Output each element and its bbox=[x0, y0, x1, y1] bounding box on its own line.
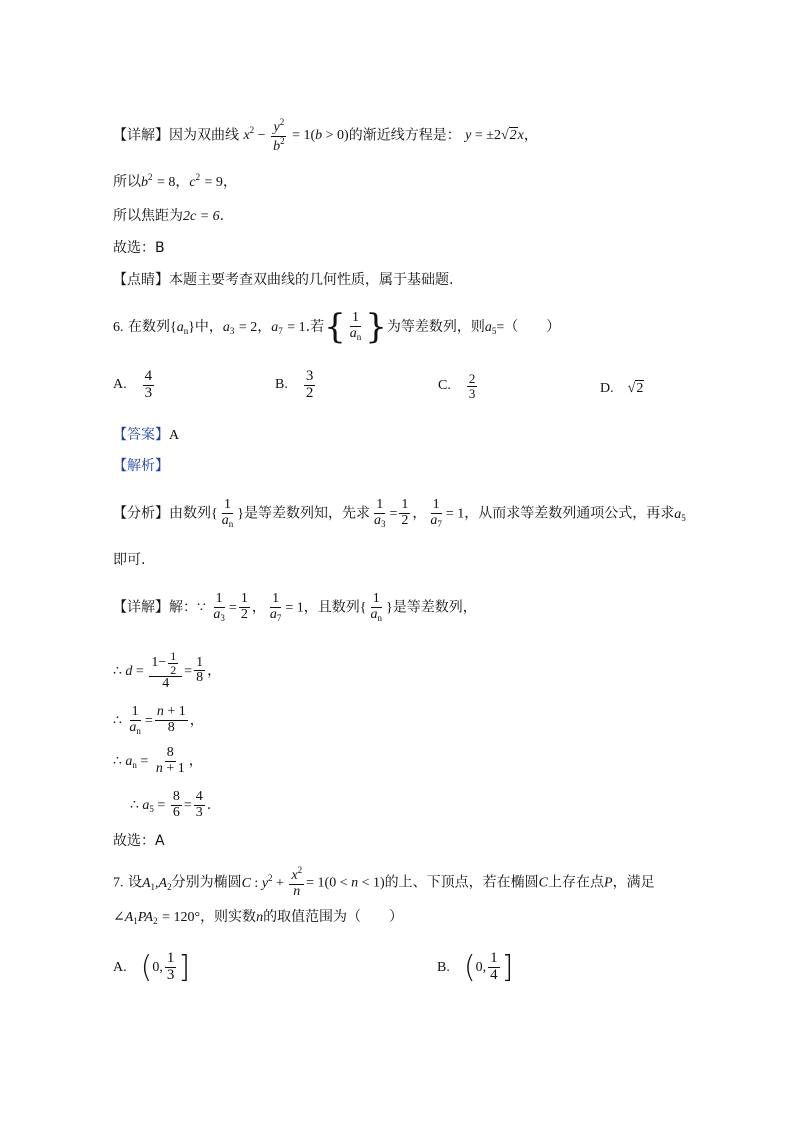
step-a5-end: . bbox=[206, 797, 212, 814]
choose-b: 故选：B bbox=[113, 240, 165, 256]
option-den: 3 bbox=[144, 384, 153, 401]
q6-text5: =（ ） bbox=[496, 320, 561, 335]
q7-text2: 分别为椭圆 bbox=[171, 874, 242, 891]
interval-left: 0, bbox=[475, 959, 487, 975]
q7-text3: 的上、下顶点，若在椭圆 bbox=[384, 874, 539, 891]
q7-text7: 的取值范围为（ ） bbox=[263, 909, 404, 925]
answer-tag: 【答案】 bbox=[113, 427, 169, 443]
answer-line bbox=[113, 428, 179, 443]
hyperbola-equation: $x^2$ − $\frac{y^2}{b^2}$ = 1(b > 0) bbox=[243, 117, 349, 154]
analysis-text3: ， bbox=[412, 505, 427, 522]
q7-text5: ，满足 bbox=[612, 874, 655, 891]
asymptote-equation: y = ±2√2x bbox=[465, 128, 524, 144]
choose-a: 故选：A bbox=[113, 833, 165, 849]
analysis-line: 【分析】由数列{ $\frac{1}{a_n}$ }是等差数列知，先求 $\frac{1}{a_3}$ = $\frac{1}{2}$ ， $\frac{1}{a_7}$ = 1，从而求等差数列通项公式，再求$a_5$ bbox=[113, 497, 686, 529]
focal-end: . bbox=[219, 208, 225, 224]
b-c-sep: ， bbox=[175, 174, 190, 190]
q6-option-a bbox=[113, 369, 156, 402]
c-value: = 9 bbox=[204, 175, 223, 190]
detail2-text3: ，且数列 bbox=[303, 599, 360, 616]
step-d-end: ， bbox=[207, 662, 222, 679]
focal-equation: 2c = 6 bbox=[183, 209, 220, 224]
question-7-line2: $\angle A_1PA_2 = 120^\circ$，则实数n的取值范围为（ ） bbox=[113, 909, 404, 926]
q6-option-d bbox=[600, 380, 644, 397]
detail2-text4: 是等差数列， bbox=[392, 599, 477, 616]
b-c-end: ， bbox=[222, 174, 237, 190]
analysis-subtag: 【分析】 bbox=[113, 505, 169, 522]
q6-a7: = 1 bbox=[287, 320, 306, 335]
comment-text: 本题主要考查双曲线的几何性质，属于基础题. bbox=[169, 272, 454, 288]
q7-text6: ，则实数 bbox=[200, 909, 257, 925]
interval-left: 0, bbox=[152, 959, 163, 975]
option-label: A. bbox=[113, 959, 127, 975]
q6-text2: 中， bbox=[194, 319, 223, 335]
option-label: B. bbox=[437, 959, 450, 975]
q6-sep: ， bbox=[257, 319, 272, 335]
option-den: 3 bbox=[166, 967, 175, 983]
step-an: ∴ $a_n$ = $\frac{8}{n + 1}$ ， bbox=[113, 745, 203, 776]
q7-number: 7. bbox=[113, 875, 124, 891]
detail1-text1: 因为双曲线 bbox=[169, 127, 239, 144]
detail2-text2: ， bbox=[251, 599, 266, 616]
q6-option-b bbox=[275, 369, 317, 402]
q7-text4: 上存在点 bbox=[548, 874, 605, 891]
option-num: 4 bbox=[144, 368, 153, 384]
option-label: A. bbox=[113, 377, 127, 393]
option-den: 2 bbox=[305, 384, 314, 401]
q6-a3: = 2 bbox=[238, 320, 258, 335]
b-c-text: 所以 bbox=[113, 174, 141, 190]
focal-line bbox=[113, 209, 224, 224]
option-label: C. bbox=[438, 378, 451, 394]
step-an-end: ， bbox=[188, 753, 203, 770]
option-num: 1 bbox=[166, 950, 175, 967]
option-num: 2 bbox=[468, 371, 476, 386]
question-6: 6. 在数列$\{a_n\}$中，$a_3 = 2$，$a_7 = 1$.若{ $\frac{1}{a_n}$ }为等差数列，则$a_5=$（ ） bbox=[113, 307, 561, 347]
q7-option-b: B. ( 0, $\frac{1}{4}$ ] bbox=[437, 950, 514, 985]
detail1-text2: 的渐近线方程是： bbox=[348, 127, 461, 144]
q7-option-a: A. ( 0, $\frac{1}{3}$ ] bbox=[113, 950, 191, 985]
focal-text: 所以焦距为 bbox=[113, 208, 183, 224]
option-den: 4 bbox=[490, 967, 498, 983]
b-c-line: 所以$b^2 = 8$，$c^2 = 9$， bbox=[113, 172, 237, 190]
detail2-line: 【详解】解：∵ $\frac{1}{a_3}$ = $\frac{1}{2}$ ， $\frac{1}{a_7}$ = 1，且数列{ $\frac{1}{a_n}$ }是等差数列， bbox=[113, 591, 477, 623]
comment-line bbox=[113, 273, 453, 287]
detail1-text3: ， bbox=[523, 127, 538, 144]
option-label: B. bbox=[275, 377, 288, 393]
detail2-tag: 【详解】 bbox=[113, 599, 169, 616]
option-num: 1 bbox=[490, 950, 498, 967]
option-den: 3 bbox=[468, 385, 476, 401]
detail2-text1: 解： bbox=[169, 599, 197, 616]
answer-value: A bbox=[169, 428, 180, 443]
step-d: ∴ d = 1− $\frac{1}{2}$ 4 = $\frac{1}{8}$ ， bbox=[113, 649, 222, 692]
step-a5: ∴ $a_5$ = $\frac{8}{6}$ = $\frac{4}{3}$ . bbox=[130, 789, 212, 820]
q6-number: 6. bbox=[113, 320, 124, 335]
analysis-text4: ，从而求等差数列通项公式，再求 bbox=[464, 505, 675, 522]
step-reciprocal-end: ， bbox=[189, 712, 204, 729]
q6-text4: 为等差数列，则 bbox=[386, 319, 485, 335]
analysis-text2: 是等差数列知，先求 bbox=[243, 505, 370, 522]
q7-angle: = 120° bbox=[162, 910, 201, 925]
detail1-tag: 【详解】 bbox=[113, 127, 169, 144]
sqrt-value: √2 bbox=[627, 381, 644, 396]
option-num: 3 bbox=[305, 368, 314, 384]
b-value: = 8 bbox=[156, 175, 176, 190]
analysis-line2: 即可. bbox=[113, 552, 146, 568]
q6-option-c bbox=[438, 372, 479, 400]
comment-tag: 【点睛】 bbox=[113, 272, 169, 288]
analysis-tag: 【解析】 bbox=[113, 458, 169, 474]
analysis-text1: 由数列 bbox=[169, 505, 211, 522]
question-7: 7. 设$A_1,A_2$分别为椭圆C : $y^2$ + $\frac{x^2}{n}$ = 1(0 < n < 1)的上、下顶点，若在椭圆C上存在点P，满足 bbox=[113, 865, 655, 899]
q7-text1: 设 bbox=[127, 874, 142, 891]
step-reciprocal: ∴ $\frac{1}{a_n}$ = $\frac{n + 1}{8}$ ， bbox=[113, 704, 204, 736]
q6-text3: .若 bbox=[305, 319, 325, 335]
q6-text1: 在数列 bbox=[127, 319, 170, 335]
detail1-line bbox=[113, 118, 538, 154]
option-label: D. bbox=[600, 380, 614, 396]
